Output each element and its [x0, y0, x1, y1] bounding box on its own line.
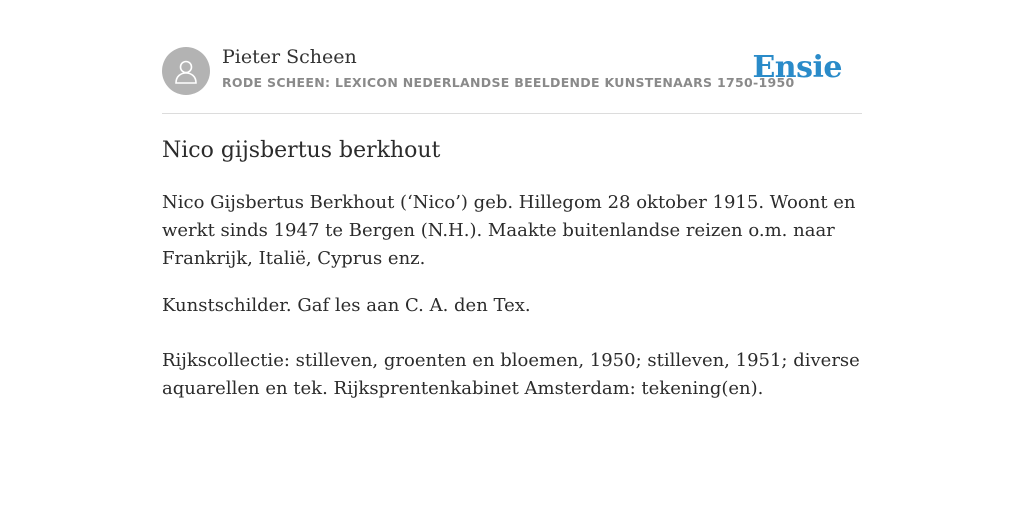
article-paragraph-biography: Nico Gijsbertus Berkhout (‘Nico’) geb. Hillegom 28 oktober 1915. Woont en werkt sinds 1947 te Bergen (N.H.). Maakte buitenlandse reizen o.m. naar Frankrijk, Italië, Cyprus enz. [162, 192, 856, 269]
ensie-logo[interactable]: Ensie [752, 50, 842, 85]
author-avatar[interactable] [162, 47, 210, 95]
article-paragraph-collections: Rijkscollectie: stilleven, groenten en bloemen, 1950; stilleven, 1951; diverse aquarellen en tek. Rijksprentenkabinet Amsterdam: tekening(en). [162, 350, 860, 399]
article-paragraph-profession: Kunstschilder. Gaf les aan C. A. den Tex. [162, 295, 531, 316]
article-card [162, 40, 862, 403]
author-name[interactable]: Pieter Scheen [222, 46, 357, 68]
user-icon [172, 57, 200, 85]
article-header [162, 40, 862, 114]
source-title[interactable]: RODE SCHEEN: LEXICON NEDERLANDSE BEELDENDE KUNSTENAARS 1750-1950 [222, 75, 795, 90]
article-title: Nico gijsbertus berkhout [162, 138, 441, 163]
